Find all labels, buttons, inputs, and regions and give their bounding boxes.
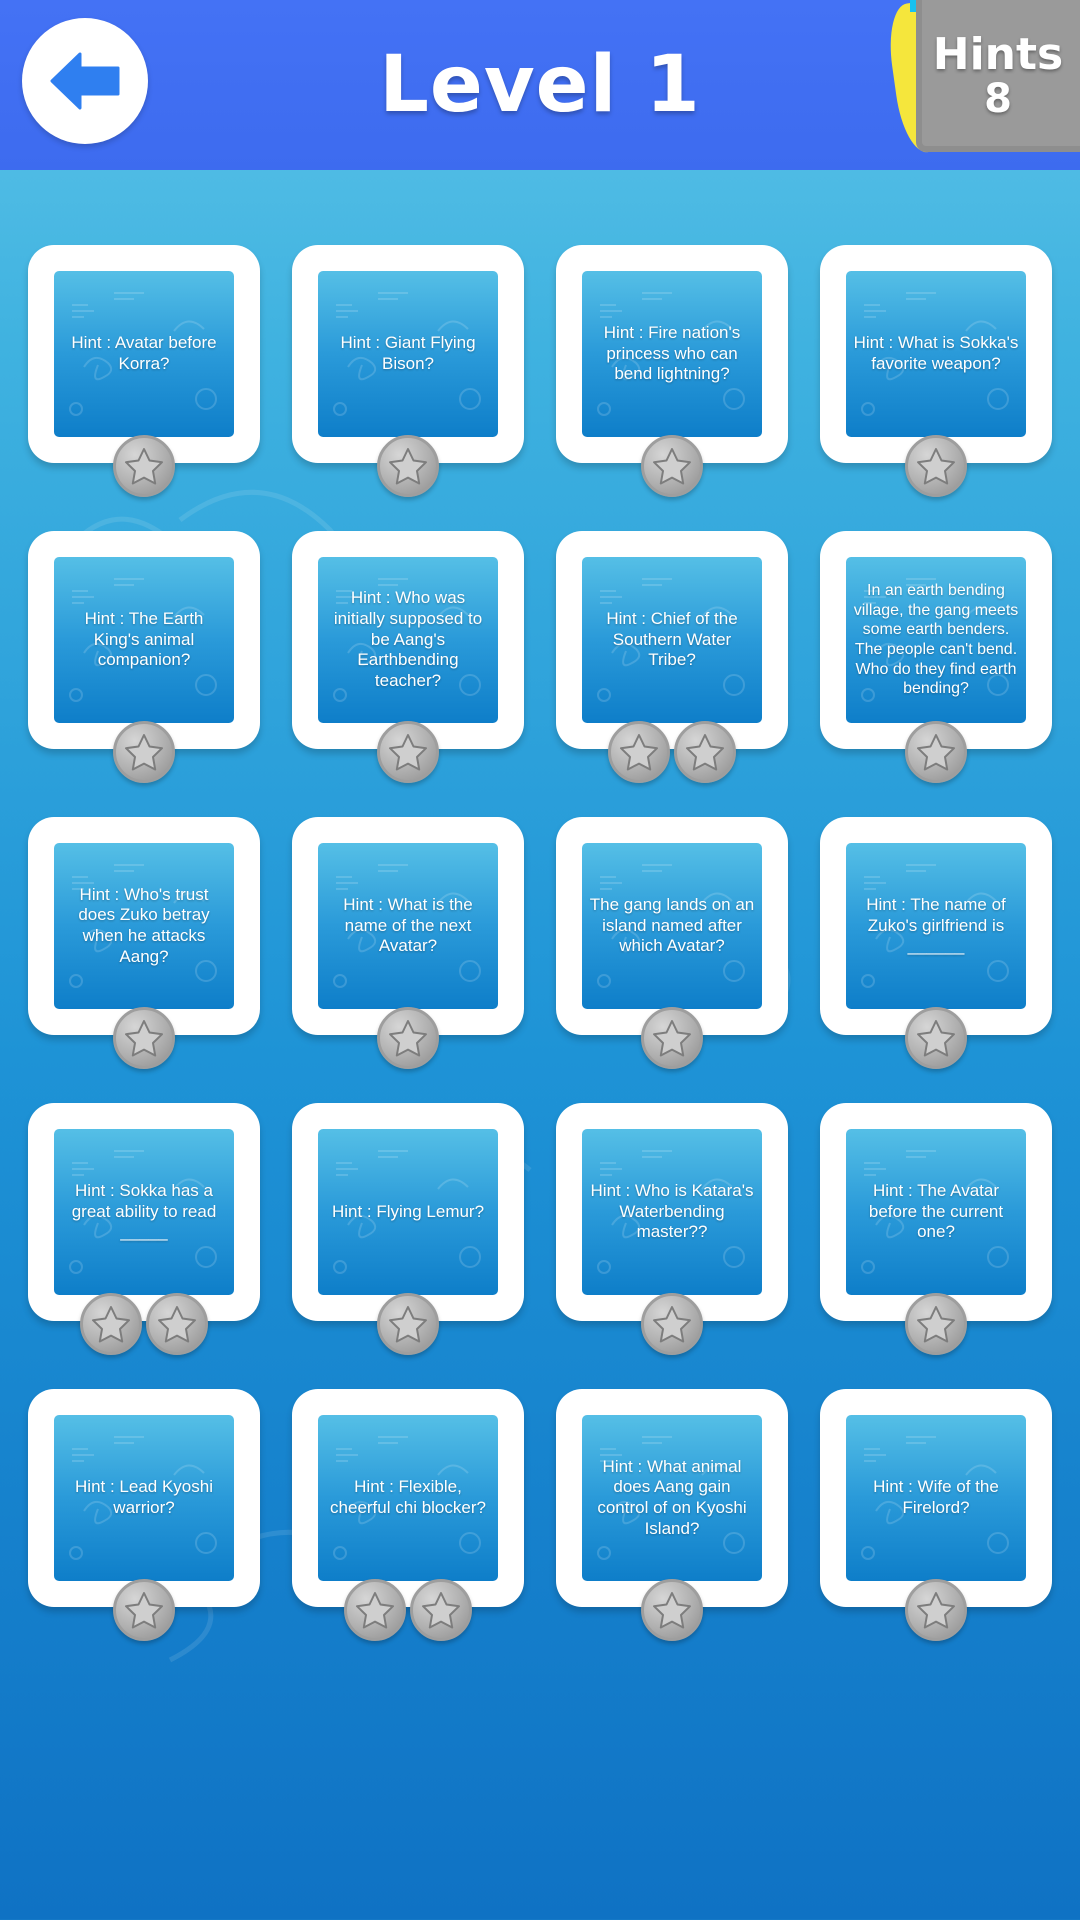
star-icon bbox=[124, 1019, 164, 1057]
arrow-left-icon bbox=[46, 50, 124, 112]
puzzle-cell bbox=[820, 817, 1052, 1035]
puzzle-card-inner bbox=[54, 1129, 234, 1295]
puzzle-cell bbox=[556, 245, 788, 463]
puzzle-cell bbox=[820, 531, 1052, 749]
star-badge bbox=[641, 1293, 703, 1355]
puzzle-hint-text: Hint : What is Sokka's favorite weapon? bbox=[853, 333, 1019, 373]
puzzle-card-inner bbox=[582, 271, 762, 437]
star-badge bbox=[905, 1293, 967, 1355]
star-icon bbox=[916, 1019, 956, 1057]
puzzle-cell bbox=[556, 1389, 788, 1607]
star-icon bbox=[916, 1305, 956, 1343]
puzzle-cell bbox=[28, 531, 260, 749]
puzzle-card[interactable] bbox=[556, 245, 788, 463]
star-icon bbox=[124, 447, 164, 485]
puzzle-card-inner bbox=[54, 271, 234, 437]
puzzle-card[interactable] bbox=[292, 1103, 524, 1321]
puzzle-cell bbox=[292, 531, 524, 749]
puzzle-hint-text: Hint : Who's trust does Zuko betray when he attacks Aang? bbox=[78, 884, 210, 966]
puzzle-hint-text: Hint : Chief of the Southern Water Tribe? bbox=[606, 608, 738, 670]
star-badge bbox=[905, 721, 967, 783]
star-icon bbox=[91, 1305, 131, 1343]
puzzle-hint-text: Hint : What is the name of the next Avatar? bbox=[343, 894, 473, 956]
puzzle-cell bbox=[28, 1389, 260, 1607]
puzzle-hint-text: Hint : Flexible, cheerful chi blocker? bbox=[330, 1477, 486, 1517]
puzzle-card[interactable] bbox=[292, 1389, 524, 1607]
back-button[interactable] bbox=[22, 18, 148, 144]
puzzle-card[interactable] bbox=[28, 1103, 260, 1321]
puzzle-card-inner bbox=[318, 843, 498, 1009]
page-title: Level 1 bbox=[379, 40, 701, 130]
puzzle-stars bbox=[820, 1579, 1052, 1641]
star-icon bbox=[916, 447, 956, 485]
star-icon bbox=[619, 733, 659, 771]
header-bar bbox=[0, 0, 1080, 170]
star-icon bbox=[388, 733, 428, 771]
puzzle-stars bbox=[28, 1007, 260, 1069]
puzzle-card-inner bbox=[846, 843, 1026, 1009]
puzzle-cell bbox=[28, 245, 260, 463]
puzzle-card-inner bbox=[318, 1129, 498, 1295]
star-icon bbox=[388, 447, 428, 485]
puzzle-grid bbox=[0, 170, 1080, 1607]
puzzle-cell bbox=[556, 817, 788, 1035]
puzzle-cell bbox=[292, 1103, 524, 1321]
star-badge bbox=[410, 1579, 472, 1641]
star-badge bbox=[905, 435, 967, 497]
puzzle-card-inner bbox=[54, 557, 234, 723]
star-icon bbox=[916, 1591, 956, 1629]
puzzle-hint-text: Hint : The name of Zuko's girlfriend is ______ bbox=[866, 894, 1006, 956]
puzzle-cell bbox=[292, 1389, 524, 1607]
puzzle-card[interactable] bbox=[28, 245, 260, 463]
puzzle-hint-text: Hint : Who is Katara's Waterbending master?? bbox=[590, 1180, 754, 1242]
puzzle-stars bbox=[28, 435, 260, 497]
puzzle-stars bbox=[28, 1293, 260, 1355]
star-badge bbox=[674, 721, 736, 783]
star-icon bbox=[388, 1305, 428, 1343]
star-icon bbox=[355, 1591, 395, 1629]
star-badge bbox=[377, 1293, 439, 1355]
puzzle-hint-text: The gang lands on an island named after which Avatar? bbox=[589, 894, 755, 956]
puzzle-card[interactable] bbox=[556, 1103, 788, 1321]
puzzle-card[interactable] bbox=[820, 531, 1052, 749]
star-icon bbox=[685, 733, 725, 771]
puzzle-stars bbox=[820, 1293, 1052, 1355]
star-badge bbox=[377, 435, 439, 497]
puzzle-hint-text: Hint : Wife of the Firelord? bbox=[873, 1477, 999, 1517]
star-badge bbox=[377, 721, 439, 783]
hints-count: 8 bbox=[984, 76, 1012, 123]
puzzle-stars bbox=[28, 721, 260, 783]
puzzle-card-inner bbox=[318, 271, 498, 437]
puzzle-card-inner bbox=[582, 1415, 762, 1581]
star-badge bbox=[146, 1293, 208, 1355]
puzzle-cell bbox=[556, 531, 788, 749]
puzzle-stars bbox=[556, 1293, 788, 1355]
puzzle-card[interactable] bbox=[28, 1389, 260, 1607]
puzzle-card-inner bbox=[582, 843, 762, 1009]
puzzle-hint-text: Hint : Who was initially supposed to be Aang's Earthbending teacher? bbox=[333, 588, 483, 691]
star-badge bbox=[113, 721, 175, 783]
puzzle-card-inner bbox=[846, 271, 1026, 437]
star-badge bbox=[80, 1293, 142, 1355]
star-icon bbox=[157, 1305, 197, 1343]
puzzle-card[interactable] bbox=[820, 1389, 1052, 1607]
puzzle-cell bbox=[28, 1103, 260, 1321]
puzzle-stars bbox=[292, 1579, 524, 1641]
puzzle-card[interactable] bbox=[292, 817, 524, 1035]
puzzle-cell bbox=[820, 1389, 1052, 1607]
puzzle-hint-text: Hint : Giant Flying Bison? bbox=[340, 333, 476, 373]
puzzle-stars bbox=[820, 435, 1052, 497]
puzzle-cell bbox=[556, 1103, 788, 1321]
puzzle-stars bbox=[556, 1579, 788, 1641]
star-badge bbox=[377, 1007, 439, 1069]
puzzle-hint-text: Hint : Flying Lemur? bbox=[331, 1201, 485, 1221]
puzzle-stars bbox=[292, 721, 524, 783]
puzzle-card-inner bbox=[54, 843, 234, 1009]
puzzle-hint-text: Hint : Avatar before Korra? bbox=[71, 333, 217, 373]
puzzle-cell bbox=[820, 1103, 1052, 1321]
star-badge bbox=[641, 1579, 703, 1641]
puzzle-stars bbox=[556, 721, 788, 783]
star-icon bbox=[124, 1591, 164, 1629]
puzzle-card-inner bbox=[846, 557, 1026, 723]
puzzle-card-inner bbox=[846, 1415, 1026, 1581]
puzzle-card[interactable] bbox=[292, 245, 524, 463]
star-icon bbox=[388, 1019, 428, 1057]
puzzle-card-inner bbox=[318, 557, 498, 723]
puzzle-stars bbox=[28, 1579, 260, 1641]
star-badge bbox=[905, 1579, 967, 1641]
star-icon bbox=[421, 1591, 461, 1629]
puzzle-cell bbox=[820, 245, 1052, 463]
puzzle-card[interactable] bbox=[28, 817, 260, 1035]
star-badge bbox=[113, 1579, 175, 1641]
puzzle-cell bbox=[28, 817, 260, 1035]
hints-label: Hints bbox=[932, 28, 1064, 80]
star-icon bbox=[652, 1305, 692, 1343]
puzzle-cell bbox=[292, 817, 524, 1035]
puzzle-stars bbox=[556, 435, 788, 497]
star-badge bbox=[641, 1007, 703, 1069]
puzzle-stars bbox=[292, 435, 524, 497]
puzzle-stars bbox=[292, 1293, 524, 1355]
star-badge bbox=[113, 435, 175, 497]
puzzle-cell bbox=[292, 245, 524, 463]
puzzle-hint-text: Hint : The Earth King's animal companion? bbox=[84, 608, 204, 670]
star-icon bbox=[916, 733, 956, 771]
puzzle-card-inner bbox=[582, 1129, 762, 1295]
puzzle-card-inner bbox=[54, 1415, 234, 1581]
star-icon bbox=[652, 447, 692, 485]
star-icon bbox=[652, 1591, 692, 1629]
puzzle-stars bbox=[820, 1007, 1052, 1069]
star-badge bbox=[641, 435, 703, 497]
star-icon bbox=[124, 733, 164, 771]
puzzle-hint-text: In an earth bending village, the gang meets some earth benders. The people can't bend. Who do they find earth bending? bbox=[853, 582, 1019, 698]
puzzle-card[interactable] bbox=[556, 817, 788, 1035]
puzzle-hint-text: Hint : Sokka has a great ability to read _____ bbox=[71, 1180, 217, 1242]
puzzle-card[interactable] bbox=[820, 245, 1052, 463]
puzzle-card[interactable] bbox=[820, 1103, 1052, 1321]
puzzle-hint-text: Hint : Fire nation's princess who can bend lightning? bbox=[603, 322, 741, 384]
puzzle-hint-text: Hint : Lead Kyoshi warrior? bbox=[75, 1477, 213, 1517]
star-badge bbox=[608, 721, 670, 783]
puzzle-hint-text: Hint : The Avatar before the current one? bbox=[868, 1180, 1004, 1242]
star-badge bbox=[905, 1007, 967, 1069]
puzzle-card[interactable] bbox=[292, 531, 524, 749]
puzzle-hint-text: Hint : What animal does Aang gain control of on Kyoshi Island? bbox=[597, 1456, 747, 1538]
puzzle-card-inner bbox=[846, 1129, 1026, 1295]
puzzle-stars bbox=[820, 721, 1052, 783]
puzzle-card[interactable] bbox=[556, 531, 788, 749]
hints-button[interactable] bbox=[916, 0, 1080, 152]
puzzle-card[interactable] bbox=[556, 1389, 788, 1607]
puzzle-card-inner bbox=[318, 1415, 498, 1581]
star-badge bbox=[344, 1579, 406, 1641]
star-icon bbox=[652, 1019, 692, 1057]
puzzle-card[interactable] bbox=[28, 531, 260, 749]
star-badge bbox=[113, 1007, 175, 1069]
puzzle-stars bbox=[292, 1007, 524, 1069]
puzzle-stars bbox=[556, 1007, 788, 1069]
puzzle-card[interactable] bbox=[820, 817, 1052, 1035]
puzzle-card-inner bbox=[582, 557, 762, 723]
